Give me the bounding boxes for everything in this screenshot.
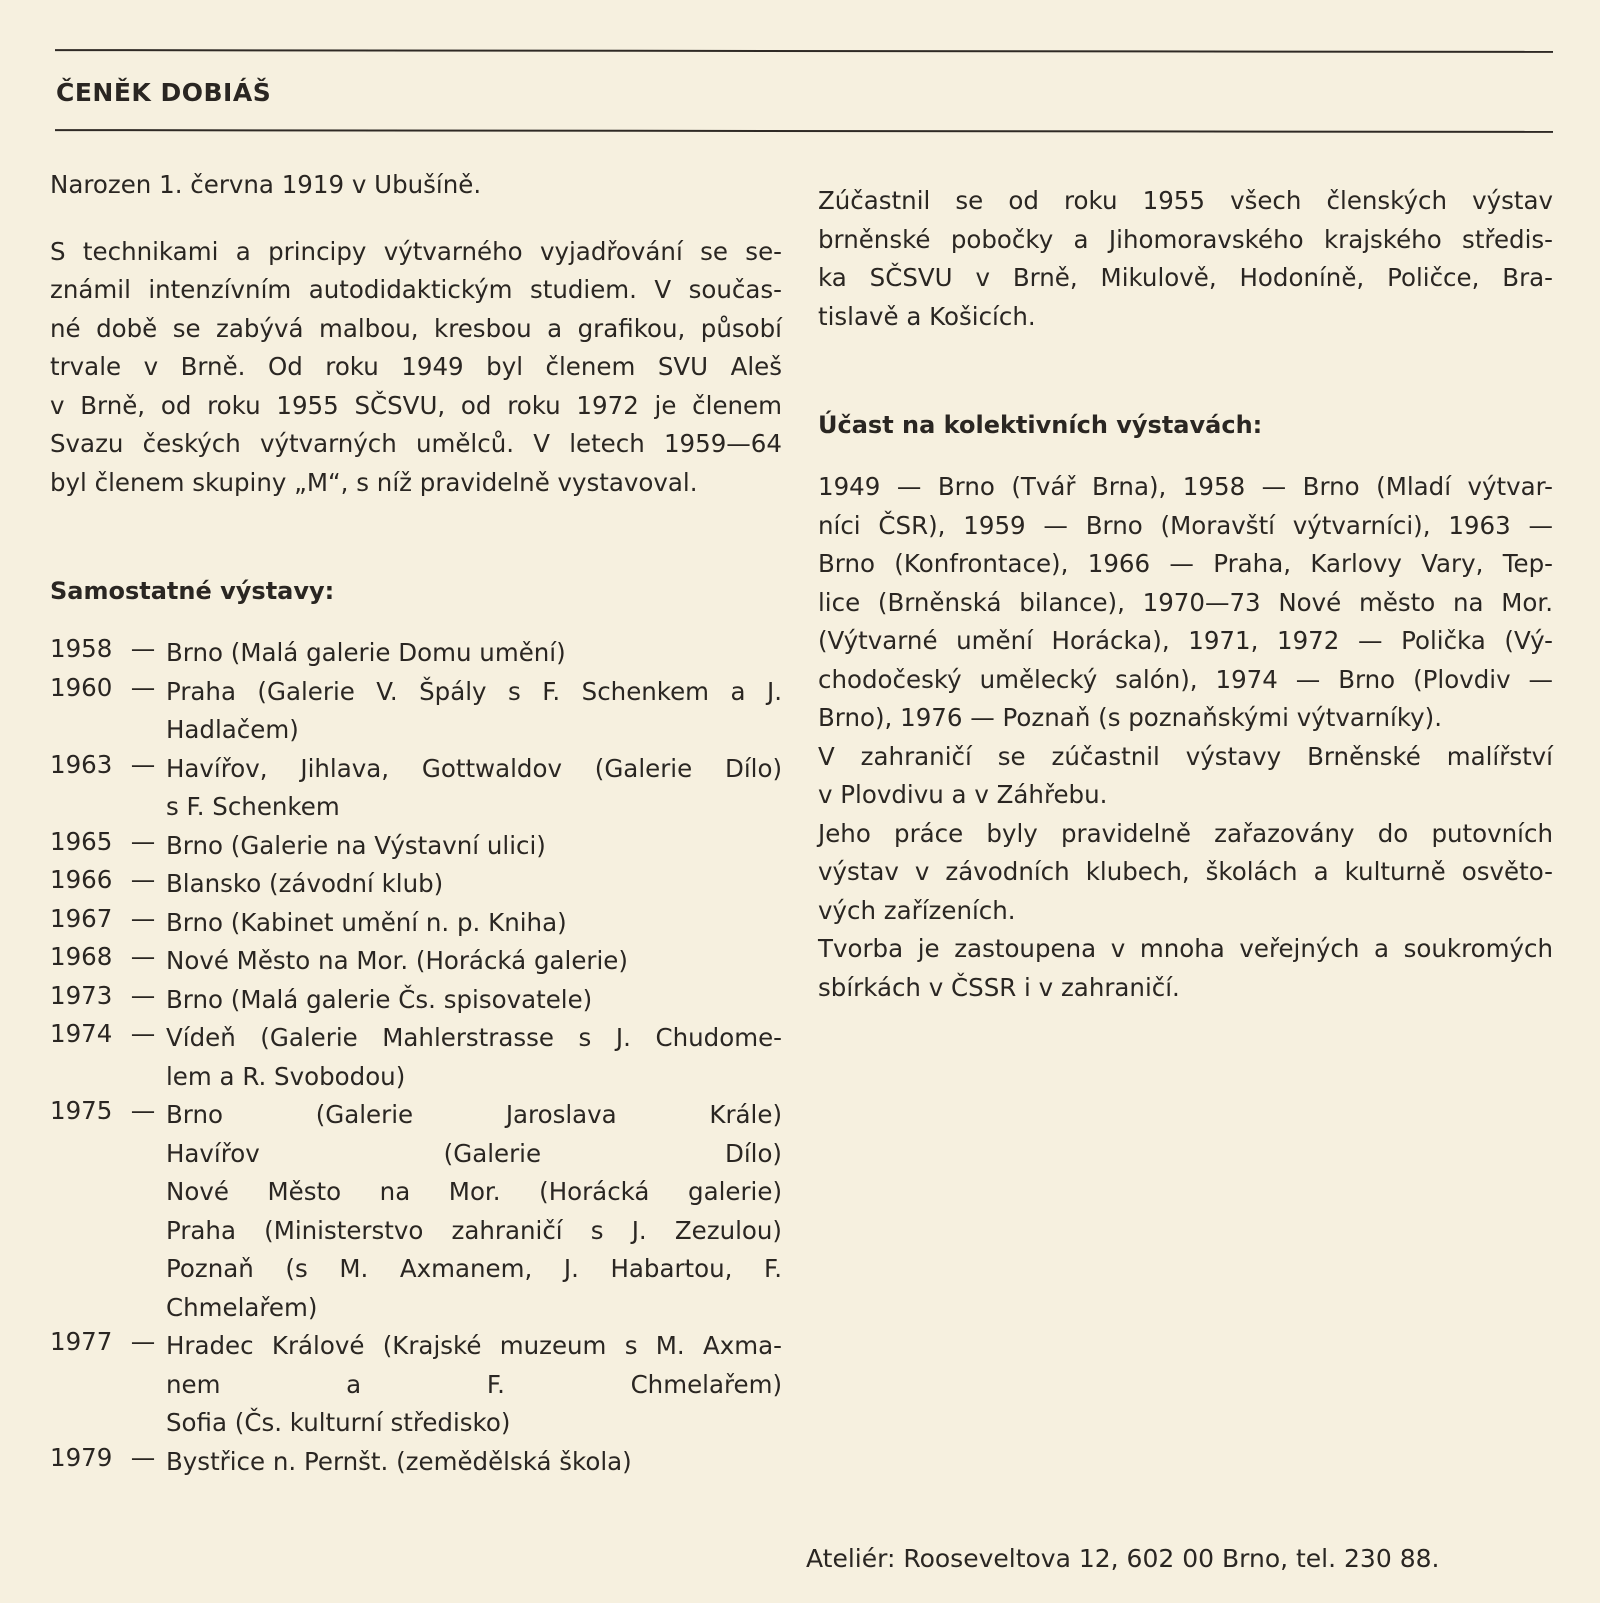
- exhibition-text: [166, 1327, 782, 1443]
- top-rule: [55, 49, 1553, 53]
- text-line: v Plovdivu a v Záhřebu.: [818, 780, 1108, 809]
- exhibition-entry: [50, 865, 782, 904]
- text-line: Sofia (Čs. kulturní středisko): [166, 1408, 511, 1437]
- text-line: v Brně, od roku 1955 SČSVU, od roku 1972 je členem: [50, 390, 782, 420]
- text-line: Blansko (závodní klub): [166, 869, 444, 898]
- text-line: Havířov (Galerie Dílo): [166, 1138, 782, 1168]
- text-line: tislavě a Košicích.: [818, 301, 1036, 331]
- text-line: Narozen 1. června 1919 v Ubušíně.: [50, 170, 482, 199]
- dash: —: [130, 749, 156, 779]
- text-line: Hradec Králové (Krajské muzeum s M. Axma-: [166, 1331, 782, 1360]
- text-line: Brno), 1976 — Poznaň (s poznaňskými výtvarníky).: [818, 703, 1443, 732]
- exhibition-year: 1979: [50, 1442, 113, 1472]
- bio-paragraph: [50, 166, 782, 205]
- exhibition-text: [166, 981, 782, 1020]
- exhibition-year: 1973: [50, 980, 113, 1010]
- dash: —: [130, 865, 156, 894]
- dash: —: [130, 903, 156, 933]
- text-line: trvale v Brně. Od roku 1949 byl členem SVU Aleš: [50, 352, 782, 381]
- membership-paragraph: [818, 182, 1553, 336]
- exhibition-entry: [50, 673, 782, 750]
- text-line: Poznaň (s M. Axmanem, J. Habartou, F.: [166, 1254, 782, 1283]
- group-exhibitions-heading: Účast na kolektivních výstavách:: [818, 411, 1263, 439]
- text-line: né době se zabývá malbou, kresbou a grafikou, působí: [50, 313, 782, 343]
- text-line: Nové Město na Mor. (Horácká galerie): [166, 946, 628, 975]
- exhibition-text: [166, 1443, 782, 1482]
- title-rule: [55, 129, 1553, 133]
- text-line: chodočeský umělecký salón), 1974 — Brno (Plovdiv —: [818, 664, 1553, 694]
- exhibition-entry: [50, 827, 782, 866]
- text-line: Vídeň (Galerie Mahlerstrasse s J. Chudome-: [166, 1023, 782, 1052]
- text-line: Havířov, Jihlava, Gottwaldov (Galerie Dílo): [166, 753, 782, 783]
- text-line: Tvorba je zastoupena v mnoha veřejných a soukromých: [818, 934, 1553, 963]
- exhibition-year: 1963: [50, 749, 113, 779]
- text-line: lice (Brněnská bilance), 1970—73 Nové město na Mor.: [818, 587, 1553, 617]
- right-column: [818, 182, 1553, 1007]
- text-line: Brno (Malá galerie Čs. spisovatele): [166, 984, 593, 1014]
- text-line: Brno (Kabinet umění n. p. Kniha): [166, 907, 567, 937]
- bio-paragraph: [50, 233, 782, 503]
- text-line: nem a F. Chmelařem): [166, 1369, 782, 1399]
- text-line: V zahraničí se zúčastnil výstavy Brněnské malířství: [818, 741, 1553, 771]
- text-line: byl členem skupiny „M“, s níž pravidelně vystavoval.: [50, 467, 698, 497]
- exhibition-text: [166, 1096, 782, 1327]
- dash: —: [130, 942, 156, 971]
- text-line: Svazu českých výtvarných umělců. V letech 1959—64: [50, 429, 782, 458]
- exhibition-entry: [50, 1019, 782, 1096]
- text-line: Praha (Galerie V. Špály s F. Schenkem a J.: [166, 676, 782, 706]
- text-line: vých zařízeních.: [818, 895, 1016, 925]
- text-line: Brno (Galerie Jaroslava Krále): [166, 1100, 782, 1129]
- left-column: [50, 166, 782, 1481]
- text-line: s F. Schenkem: [166, 792, 340, 821]
- exhibition-year: 1975: [50, 1096, 113, 1125]
- exhibition-text: [166, 634, 782, 673]
- exhibition-year: 1974: [50, 1019, 113, 1048]
- text-line: (Výtvarné umění Horácka), 1971, 1972 — Polička (Vý-: [818, 626, 1553, 655]
- text-line: Hadlačem): [166, 715, 299, 744]
- exhibition-text: [166, 1019, 782, 1096]
- dash: —: [130, 1019, 156, 1048]
- exhibition-entry: [50, 750, 782, 827]
- exhibition-entry: [50, 942, 782, 981]
- text-line: Brno (Galerie na Výstavní ulici): [166, 830, 546, 860]
- dash: —: [130, 1327, 156, 1356]
- exhibition-text: [166, 904, 782, 943]
- dash: —: [130, 1096, 156, 1125]
- dash: —: [130, 672, 156, 702]
- exhibition-year: 1968: [50, 942, 113, 971]
- text-line: Nové Město na Mor. (Horácká galerie): [166, 1177, 782, 1206]
- text-line: Bystřice n. Pernšt. (zemědělská škola): [166, 1446, 632, 1476]
- text-line: brněnské pobočky a Jihomoravského krajského středis-: [818, 224, 1553, 254]
- dash: —: [130, 634, 156, 663]
- exhibition-entry: [50, 1327, 782, 1443]
- dash: —: [130, 826, 156, 856]
- text-line: výstav v závodních klubech, školách a kulturně osvěto-: [818, 857, 1553, 886]
- exhibition-year: 1958: [50, 634, 113, 663]
- exhibition-year: 1965: [50, 826, 113, 856]
- exhibition-year: 1967: [50, 903, 113, 933]
- text-line: Praha (Ministerstvo zahraničí s J. Zezulou): [166, 1215, 782, 1245]
- exhibition-entry: [50, 904, 782, 943]
- group-paragraph: [818, 930, 1553, 1007]
- text-line: známil intenzívním autodidaktickým studiem. V součas-: [50, 275, 782, 304]
- exhibition-text: [166, 673, 782, 750]
- exhibition-text: [166, 865, 782, 904]
- exhibition-entry: [50, 634, 782, 673]
- text-line: Zúčastnil se od roku 1955 všech členských výstav: [818, 186, 1553, 215]
- text-line: 1949 — Brno (Tvář Brna), 1958 — Brno (Mladí výtvar-: [818, 472, 1553, 501]
- page-title: ČENĚK DOBIÁŠ: [56, 78, 272, 107]
- group-paragraph: [818, 738, 1553, 815]
- exhibition-year: 1977: [50, 1327, 113, 1356]
- text-line: níci ČSR), 1959 — Brno (Moravští výtvarníci), 1963 —: [818, 510, 1553, 540]
- atelier-address: Ateliér: Rooseveltova 12, 602 00 Brno, tel. 230 88.: [806, 1544, 1440, 1573]
- text-line: S technikami a principy výtvarného vyjadřování se se-: [50, 236, 782, 266]
- dash: —: [130, 980, 156, 1010]
- exhibition-year: 1966: [50, 865, 113, 894]
- group-paragraph: [818, 815, 1553, 931]
- text-line: lem a R. Svobodou): [166, 1061, 406, 1091]
- text-line: Brno (Malá galerie Domu umění): [166, 638, 566, 667]
- exhibition-entry: [50, 1096, 782, 1327]
- text-line: Jeho práce byly pravidelně zařazovány do putovních: [818, 818, 1553, 848]
- text-line: sbírkách v ČSSR i v zahraničí.: [818, 972, 1180, 1002]
- dash: —: [130, 1442, 156, 1472]
- exhibition-text: [166, 827, 782, 866]
- exhibition-entry: [50, 1443, 782, 1482]
- text-line: Brno (Konfrontace), 1966 — Praha, Karlovy Vary, Tep-: [818, 549, 1553, 578]
- group-paragraph: [818, 468, 1553, 738]
- text-line: Chmelařem): [166, 1292, 318, 1322]
- text-line: ka SČSVU v Brně, Mikulově, Hodoníně, Poličce, Bra-: [818, 263, 1553, 292]
- exhibition-entry: [50, 981, 782, 1020]
- solo-exhibitions-heading: Samostatné výstavy:: [50, 577, 335, 605]
- exhibition-text: [166, 750, 782, 827]
- exhibition-text: [166, 942, 782, 981]
- exhibition-year: 1960: [50, 672, 113, 702]
